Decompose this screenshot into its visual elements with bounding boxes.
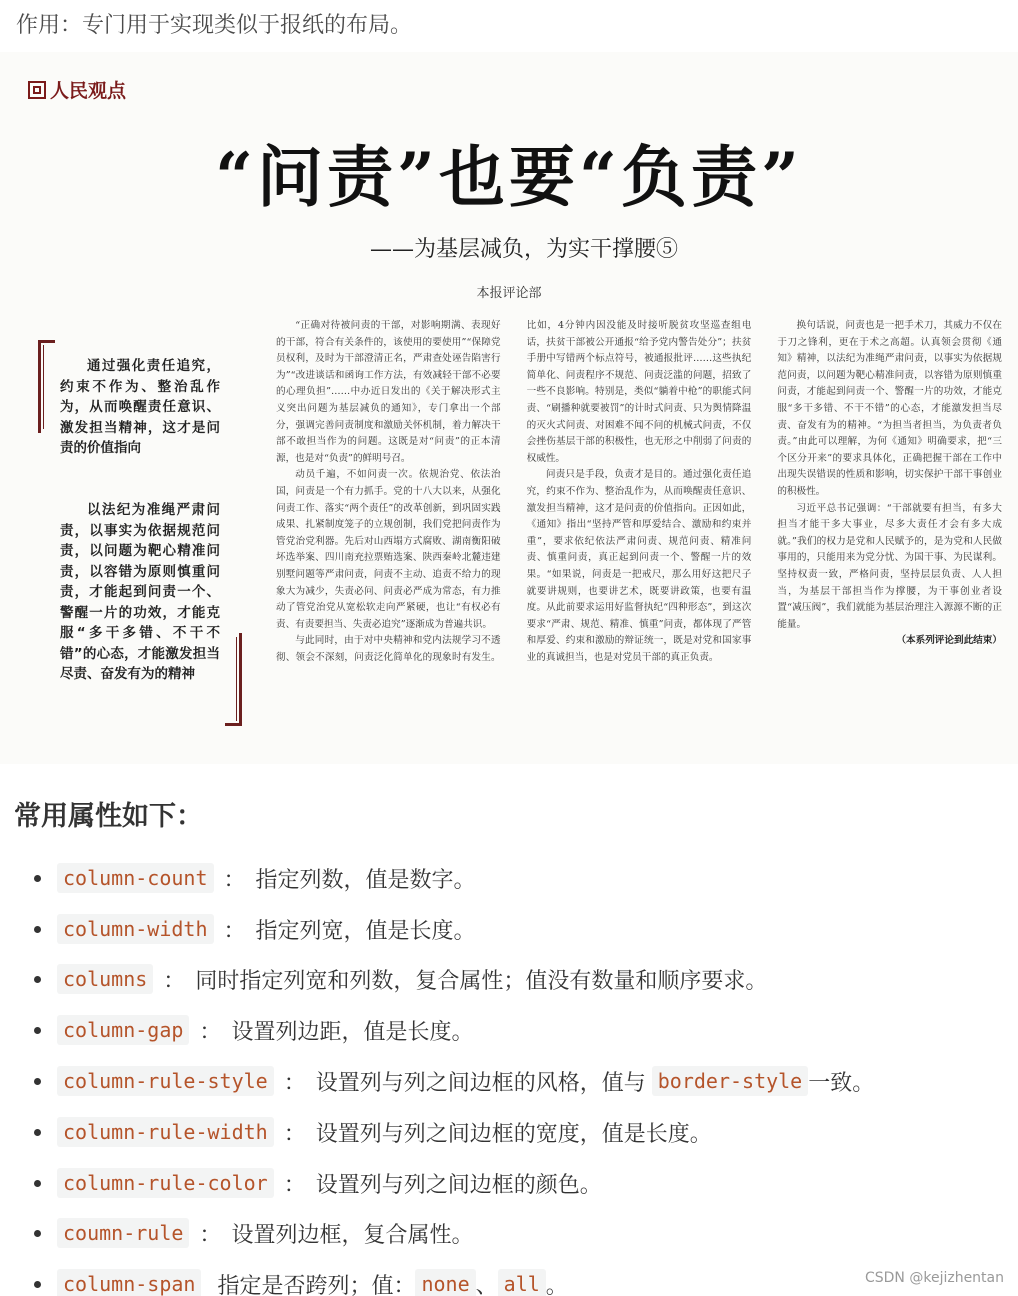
brand-label: 人民观点 [50,80,127,102]
series-end-note: （本系列评论到此结束） [896,635,1002,647]
inline-code: column-count [57,863,214,893]
bracket-decoration [43,345,52,429]
property-description: 、 [475,1273,498,1296]
property-description: 指定列宽，值是长度。 [255,918,476,944]
list-item: column-width ： 指定列宽，值是长度。 [0,909,476,949]
body-paragraph: 与此同时，由于对中央精神和党内法规学习不透彻、领会不深刻，问责泛化简单化的现象时有发生。比如，4分钟内因没能及时接听脱贫攻坚巡查组电话，扶贫干部被公开通报“给予党内警告处分”；扶贫手册中写错两个标点符号，被通报批评……这些执纪简单化、问责程序不规范、问责泛滥的问题，招致了一些不良影响。特别是，类似“躺着中枪”的职能式问责、“刷播种就要被罚”的计时式问责、只为舆情降温的灭火式问责、对困难不闻不问的机械式问责，不仅会挫伤基层干部的积极性，也无形之中削弱了问责的权威性。 [276,320,752,663]
newspaper-brand [28,76,126,103]
inline-code: border-style [652,1066,809,1096]
body-paragraph: 习近平总书记强调：“干部就要有担当，有多大担当才能干多大事业，尽多大责任才会有多大成就。”我们的权力是党和人民赋予的，是为党和人民做事用的，只能用来为党分忧、为国干事、为民谋利。坚持权责一致，严格问责，坚持层层负责、人人担当，为基层干部担当作为撑腰，为干事创业者设置“减压阀”，我们就能为基层治理注入源源不断的正能量。 [777,502,1002,630]
list-item: column-count ： 指定列数，值是数字。 [0,858,476,898]
bracket-decoration [228,637,237,721]
bullet-icon [34,926,41,933]
newspaper-subheadline: ——为基层减负，为实干撑腰⑤ [370,237,679,262]
inline-code: column-gap [57,1015,189,1045]
body-paragraph: 换句话说，问责也是一把手术刀，其威力不仅在于刀之锋利，更在于术之高超。认真领会贯彻《通知》精神，以法纪为准绳严肃问责，以事实为依据规范问责，以问题为靶心精准问责，以容错为原则慎重问责，才能起到问责一个、警醒一片的功效，才能克服“多干多错、不干不错”的心态，才能激发担当尽责、奋发有为的精神。“为担当者担当，为负责者负责。”由此可以理解，为何《通知》明确要求，把“三个区分开来”的要求具体化，正确把握干部在工作中出现失误错误的性质和影响，切实保护干部干事创业的积极性。 [777,320,1002,497]
bullet-icon [34,1078,41,1085]
bullet-icon [34,1129,41,1136]
pull-quote: 通过强化责任追究，约束不作为、整治乱作为，从而唤醒责任意识、激发担当精神，这才是问责的价值指向 [60,358,220,456]
newspaper-image [0,52,1018,764]
newspaper-byline: 本报评论部 [476,286,542,301]
list-item [0,1264,568,1296]
property-description: 。 [545,1273,568,1296]
property-description: 设置列边框，复合属性。 [231,1222,474,1248]
property-description: 设置列与列之间边框的颜色。 [315,1172,602,1198]
property-description: 设置列边距，值是长度。 [231,1019,474,1045]
list-item: column-gap ： 设置列边距，值是长度。 [0,1010,473,1050]
newspaper-headline: “问责”也要“负责” [215,138,803,216]
inline-code: columns [57,964,153,994]
bullet-icon [34,1180,41,1187]
bullet-icon [34,1281,41,1288]
property-description: 设置列与列之间边框的风格，值与 [315,1070,646,1096]
property-description: 指定是否跨列；值： [217,1273,416,1296]
list-item: column-rule-width ： 设置列与列之间边框的宽度，值是长度。 [0,1112,712,1152]
inline-code: column-rule-style [57,1066,274,1096]
property-description: 同时指定列宽和列数，复合属性；值没有数量和顺序要求。 [195,968,768,994]
list-item: columns ： 同时指定列宽和列数，复合属性；值没有数量和顺序要求。 [0,959,767,999]
body-paragraph: “正确对待被问责的干部，对影响期满、表现好的干部，符合有关条件的，该使用的要使用”“保障党员权利，及时为干部澄清正名，严肃查处诬告陷害行为”“改进谈话和函询工作方法，有效减轻干部不必要的心理负担”……中办近日发出的《关于解决形式主义突出问题为基层减负的通知》，专门拿出一个部分，强调完善问责制度和激励关怀机制，着力解决干部不敢担当作为的问题。这既是对“问责”的正本清源，也是对“负责”的鲜明号召。 [276,320,501,464]
inline-code: none [415,1269,475,1296]
pull-quote: 以法纪为准绳严肃问责，以事实为依据规范问责，以问题为靶心精准问责，以容错为原则慎重问责，才能起到问责一个、警醒一片的功效，才能克服“多干多错、不干不错”的心态，才能激发担当尽责、奋发有为的精神 [60,502,220,682]
section-title: 常用属性如下： [14,801,203,832]
inline-code: column-width [57,914,214,944]
inline-code: coumn-rule [57,1218,189,1248]
bullet-icon [34,875,41,882]
inline-code: column-rule-width [57,1117,274,1147]
inline-code: all [498,1269,546,1296]
property-description: 指定列数，值是数字。 [255,867,476,893]
list-item: coumn-rule ： 设置列边框，复合属性。 [0,1213,473,1253]
list-item: column-rule-color ： 设置列与列之间边框的颜色。 [0,1163,602,1203]
bullet-icon [34,1027,41,1034]
inline-code: column-rule-color [57,1168,274,1198]
newspaper-body-columns [276,318,1002,754]
inline-code: column-span [57,1269,201,1296]
property-description: 设置列与列之间边框的宽度，值是长度。 [315,1121,712,1147]
people-daily-logo-icon [28,81,46,99]
list-item: column-rule-style ： 设置列与列之间边框的风格，值与 border-style 一致。 [0,1061,874,1101]
bullet-icon [34,976,41,983]
property-description: 一致。 [808,1070,875,1096]
bullet-icon [34,1230,41,1237]
intro-text: 作用：专门用于实现类似于报纸的布局。 [16,13,413,38]
body-paragraph: 问责只是手段，负责才是目的。通过强化责任追究，约束不作为、整治乱作为，从而唤醒责任意识、激发担当精神，这才是问责的价值指向。正因如此，《通知》指出“坚持严管和厚爱结合、激励和约束并重”，要求依纪依法严肃问责、规范问责、精准问责、慎重问责，真正起到问责一个、警醒一片的效果。“如果说，问责是一把戒尺，那么用好这把尺子就要讲规则，也要讲艺术，既要讲政策，也要有温度。从此前要求运用好监督执纪“四种形态”，到这次要求“严肃、规范、精准、慎重”问责，都体现了严管和厚爱、约束和激励的辩证统一，既是对党和国家事业的真诚担当，也是对党员干部的真正负责。 [526,469,752,663]
watermark: CSDN @kejizhentan [864,1270,1004,1286]
body-paragraph: 动员千遍，不如问责一次。依规治党、依法治国，问责是一个有力抓手。党的十八大以来，从强化问责工作、落实“两个责任”的改革创新，到巩固实践成果、扎紧制度笼子的立规创制，我们党把问责作为管党治党利器。先后对山西塌方式腐败、湖南衡阳破坏选举案、四川南充拉票贿选案、陕西秦岭北麓违建别墅问题等严肃问责，问责不主动、追责不给力的现象大为减少，失责必问、问责必严成为常态，有力推动了管党治党从宽松软走向严紧硬，也让“有权必有责、有责要担当、失责必追究”逐渐成为普遍共识。 [276,469,501,630]
pull-quote-box [38,340,242,726]
